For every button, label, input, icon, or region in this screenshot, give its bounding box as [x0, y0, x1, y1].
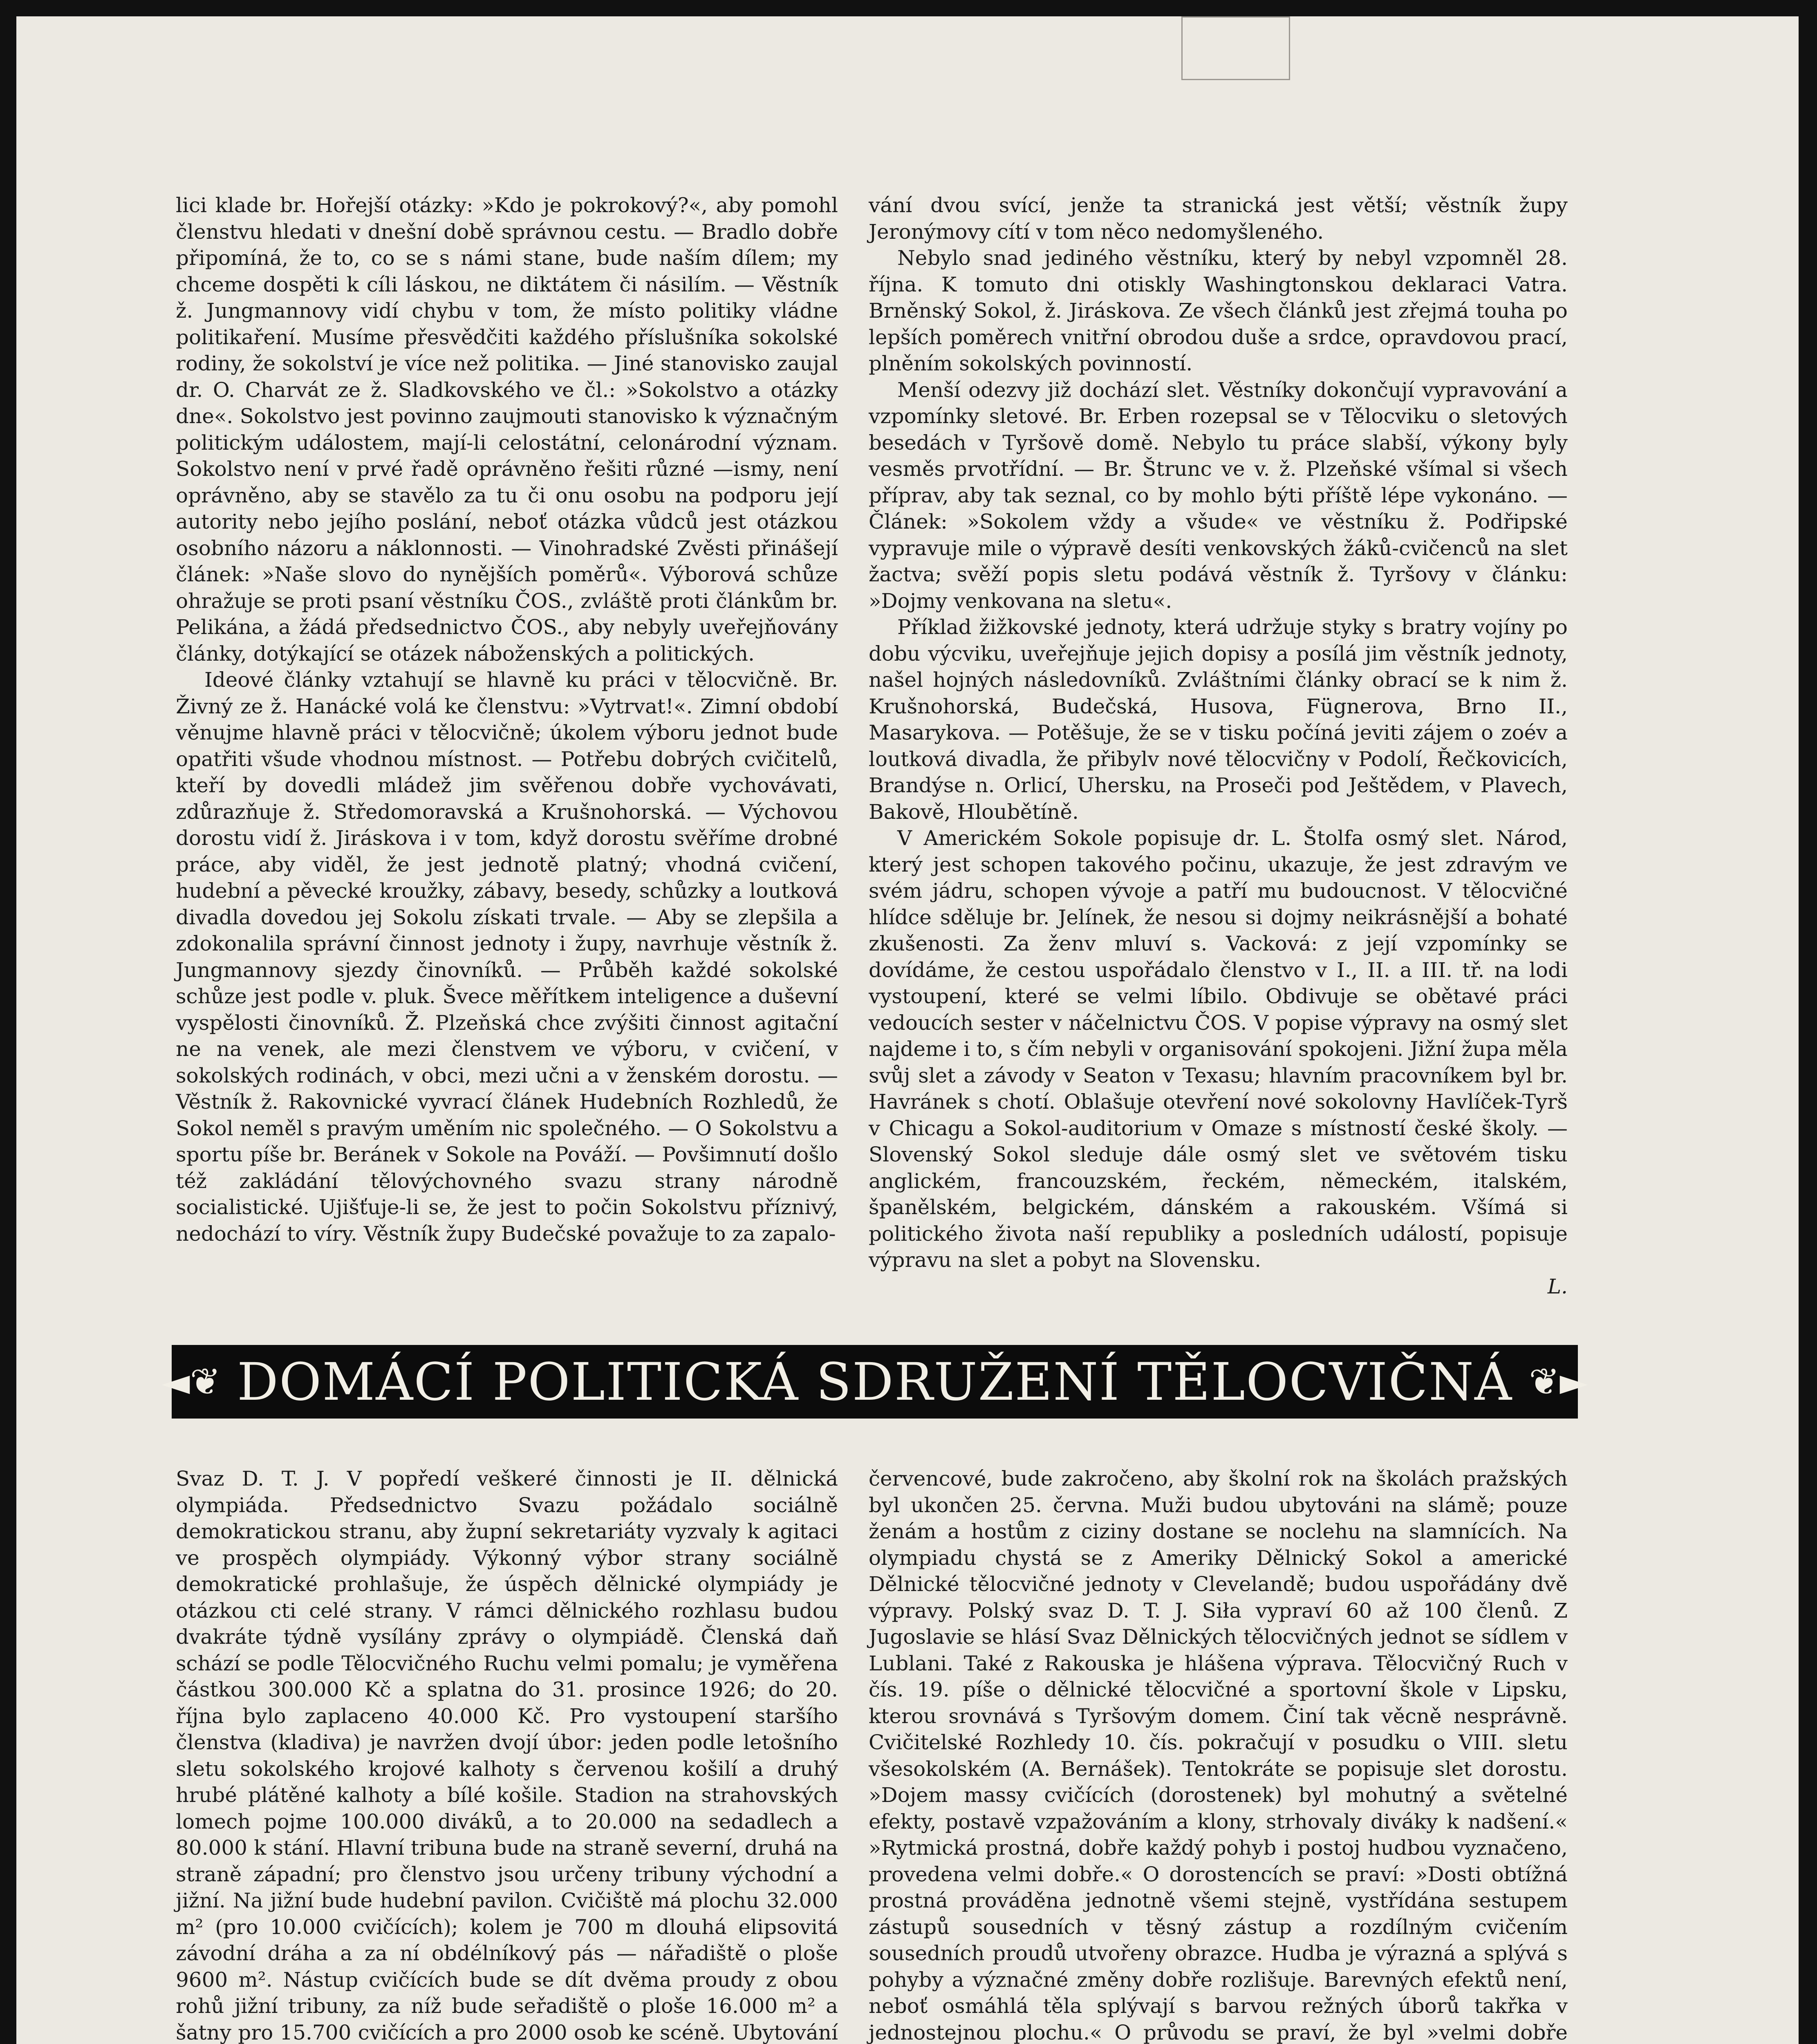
- paragraph: červencové, bude zakročeno, aby školní rok na školách pražských byl ukončen 25. června. Muži budou ubytováni na slámě; pouze ženám a hostům z ciziny dostane se noclehu na slamnících. Na olympiadu chystá se z Ameriky Dělnický Sokol a americké Dělnické tělocvičné jednoty v Clevelandě; budou uspořádány dvě výpravy. Polský svaz D. T. J. Siła vypraví 60 až 100 členů. Z Jugoslavie se hlásí Svaz Dělnických tělocvičných jednot se sídlem v Lublani. Také z Rakouska je hlášena výprava. Tělocvičný Ruch v čís. 19. píše o dělnické tělocvičné a sportovní škole v Lipsku, kterou srovnává s Tyršovým domem. Činí tak věcně nesprávně. Cvičitelské Rozhledy 10. čís. pokračují v posudku o VIII. sletu všesokolském (A. Bernášek). Tentokráte se popisuje slet dorostu. »Dojem massy cvičících (dorostenek) byl mohutný a světelné efekty, postavě vzpažováním a klony, strhovaly diváky k nadšení.« »Rytmická prostná, dobře každý pohyb i postoj hudbou vyznačeno, provedena velmi dobře.« O dorostencích se praví: »Dosti obtížná prostná prováděna jednotně všemi stejně, vystřídána sestupem zástupů sousedních v těsný zástup a rozdílným cvičením sousedních proudů utvořeny obrazce. Hudba je výrazná a splývá s pohyby a význačné změny dobře rozlišuje. Barevných efektů není, neboť osmáhlá těla splývají s barvou režných úborů takřka v jednostejnou plochu.« O průvodu se praví, že byl »velmi dobře: [869, 1467, 1568, 2044]
- library-stamp: [1181, 16, 1290, 80]
- signature-text: L.: [1547, 1274, 1568, 1298]
- page: [16, 16, 1799, 2044]
- paragraph: V Americkém Sokole popisuje dr. L. Štolfa osmý slet. Národ, který jest schopen takového počinu, ukazuje, že jest zdravým ve svém jádru, schopen vývoje a patří mu budoucnost. V tělocvičné hlídce sděluje br. Jelínek, že nesou si dojmy neikrásnější a bohaté zkušenosti. Za ženv mluví s. Vacková: z její vzpomínky se dovídáme, že cestou uspořádalo členstvo v I., II. a III. tř. na lodi vystoupení, které se velmi líbilo. Obdivuje se obětavé práci vedoucích sester v náčelnictvu ČOS. V popise výpravy na osmý slet najdeme i to, s čím nebyli v organisování spokojeni. Jižní župa měla svůj slet a závody v Seaton v Texasu; hlavním pracovníkem byl br. Havránek s chotí. Oblašuje otevření nové sokolovny Havlíček-Tyrš v Chicagu a Sokol-auditorium v Omaze s místností české školy. — Slovenský Sokol sleduje dále osmý slet ve světovém tisku anglickém, francouzském, řeckém, německém, italském, španělském, belgickém, dánském a rakouském. Všímá si politického života naší republiky a posledních událostí, popisuje výpravu na slet a pobyt na Slovensku.: [869, 826, 1568, 1272]
- column-bottom-left: [176, 1466, 838, 2044]
- section-banner: [161, 1345, 1588, 1419]
- column-bottom-right: [869, 1466, 1568, 2044]
- ornament-left-icon: ◄❦: [161, 1360, 221, 1403]
- paragraph: lici klade br. Hořejší otázky: »Kdo je pokrokový?«, aby pomohl členstvu hledati v dnešní době správnou cestu. — Bradlo dobře připomíná, že to, co se s námi stane, bude naším dílem; my chceme dospěti k cíli láskou, ne diktátem či násilím. — Věstník ž. Jungmannovy vidí chybu v tom, že místo politiky vládne politikaření. Musíme přesvědčiti každého příslušníka sokolské rodiny, že sokolství je více než politika. — Jiné stanovisko zaujal dr. O. Charvát ze ž. Sladkovského ve čl.: »Sokolstvo a otázky dne«. Sokolstvo jest povinno zaujmouti stanovisko k význačným politickým událostem, mají-li celostátní, celonárodní význam. Sokolstvo není v prvé řadě oprávněno řešiti různé —ismy, není oprávněno, aby se stavělo za tu či onu osobu na podporu její autority nebo jejího poslání, neboť otázka vůdců jest otázkou osobního názoru a náklonnosti. — Vinohradské Zvěsti přinášejí článek: »Naše slovo do nynějších poměrů«. Výborová schůze ohražuje se proti psaní věstníku ČOS., zvláště proti článkům br. Pelikána, a žádá předsednictvo ČOS., aby nebyly uveřejňovány články, dotýkající se otázek náboženských a politických.: [176, 193, 838, 666]
- paragraph: Svaz D. T. J. V popředí veškeré činnosti je II. dělnická olympiáda. Předsednictvo Svazu požádalo sociálně demokratickou stranu, aby župní sekretariáty vyzvaly k agitaci ve prospěch olympiády. Výkonný výbor strany sociálně demokratické prohlašuje, že úspěch dělnické olympiády je otázkou cti celé strany. V rámci dělnického rozhlasu budou dvakráte týdně vysílány zprávy o olympiádě. Členská daň schází se podle Tělocvičného Ruchu velmi pomalu; je vyměřena částkou 300.000 Kč a splatna do 31. prosince 1926; do 20. října bylo zaplaceno 40.000 Kč. Pro vystoupení staršího členstva (kladiva) je navržen dvojí úbor: jeden podle letošního sletu sokolského krojové kalhoty s červenou košilí a druhý hrubé plátěné kalhoty a bílé košile. Stadion na strahovských lomech pojme 100.000 diváků, a to 20.000 na sedadlech a 80.000 k stání. Hlavní tribuna bude na straně severní, druhá na straně západní; pro členstvo jsou určeny tribuny východní a jižní. Na jižní bude hudební pavilon. Cvičiště má plochu 32.000 m² (pro 10.000 cvičících); kolem je 700 m dlouhá elipsovitá závodní dráha a za ní obdélníkový pás — nářadiště o ploše 9600 m². Nástup cvičících bude se dít dvěma proudy z obou rohů jižní tribuny, za níž bude seřadiště o ploše 16.000 m² a šatny pro 15.700 cvičících a pro 2000 osob ke scéně. Ubytování: [176, 1467, 838, 2044]
- paragraph: vání dvou svící, jenže ta stranická jest větší; věstník župy Jeronýmovy cítí v tom něco nedomyšleného.: [869, 193, 1568, 244]
- paragraph: Ideové články vztahují se hlavně ku práci v tělocvičně. Br. Živný ze ž. Hanácké volá ke členstvu: »Vytrvat!«. Zimní období věnujme hlavně práci v tělocvičně; úkolem výboru jednot bude opatřiti všude vhodnou místnost. — Potřebu dobrých cvičitelů, kteří by dovedli mládež jim svěřenou dobře vychovávati, zdůrazňuje ž. Středomoravská a Krušnohorská. — Výchovou dorostu vidí ž. Jiráskova i v tom, když dorostu svěříme drobné práce, aby viděl, že jest jednotě platný; vhodná cvičení, hudební a pěvecké kroužky, zábavy, besedy, schůzky a loutková divadla dovedou jej Sokolu získati trvale. — Aby se zlepšila a zdokonalila správní činnost jednoty i župy, navrhuje věstník ž. Jungmannovy sjezdy činovníků. — Průběh každé sokolské schůze jest podle v. pluk. Švece měřítkem inteligence a duševní vyspělosti činovníků. Ž. Plzeňská chce zvýšiti činnost agitační ne na venek, ale mezi členstvem ve výboru, v cvičení, v sokolských rodinách, v obci, mezi učni a v ženském dorostu. — Věstník ž. Rakovnické vyvrací článek Hudebních Rozhledů, že Sokol neměl s pravým uměním nic společného. — O Sokolstvu a sportu píše br. Beránek v Sokole na Pováží. — Povšimnutí došlo též zakládání tělovýchovného svazu strany národně socialistické. Ujišťuje-li se, že jest to počin Sokolstvu příznivý, nedochází to víry. Věstník župy Budečské považuje to za zapalo-: [176, 668, 838, 1246]
- author-signature: [869, 1273, 1568, 1300]
- section-title: DOMÁCÍ POLITICKÁ SDRUŽENÍ TĚLOCVIČNÁ: [237, 1351, 1513, 1412]
- paragraph: Menší odezvy již dochází slet. Věstníky dokončují vypravování a vzpomínky sletové. Br. Erben rozepsal se v Tělocviku o sletových besedách v Tyršově domě. Nebylo tu práce slabší, výkony byly vesměs prvotřídní. — Br. Štrunc ve v. ž. Plzeňské všímal si všech příprav, aby tak seznal, co by mohlo býti příště lépe vykonáno. — Článek: »Sokolem vždy a všude« ve věstníku ž. Podřipské vypravuje mile o výpravě desíti venkovských žáků-cvičenců na slet žactva; svěží popis sletu podává věstník ž. Tyršovy v článku: »Dojmy venkovana na sletu«.: [869, 378, 1568, 613]
- paragraph: Příklad žižkovské jednoty, která udržuje styky s bratry vojíny po dobu výcviku, uveřejňuje jejich dopisy a posílá jim věstník jednoty, našel hojných následovníků. Zvláštními články obrací se k nim ž. Krušnohorská, Budečská, Husova, Fügnerova, Brno II., Masarykova. — Potěšuje, že se v tisku počíná jeviti zájem o zoév a loutková divadla, že přibylv nové tělocvičny v Podolí, Řečkovicích, Brandýse n. Orlicí, Uhersku, na Proseči pod Ještědem, v Plavech, Bakově, Hloubětíně.: [869, 615, 1568, 824]
- ornament-right-icon: ❦►: [1529, 1360, 1588, 1403]
- column-top-left: [176, 192, 838, 1247]
- paragraph: Nebylo snad jediného věstníku, který by nebyl vzpomněl 28. října. K tomuto dni otiskly Washingtonskou deklaraci Vatra. Brněnský Sokol, ž. Jiráskova. Ze všech článků jest zřejmá touha po lepších poměrech vnitřní obrodou duše a srdce, opravdovou prací, plněním sokolských povinností.: [869, 246, 1568, 375]
- column-top-right: [869, 192, 1568, 1300]
